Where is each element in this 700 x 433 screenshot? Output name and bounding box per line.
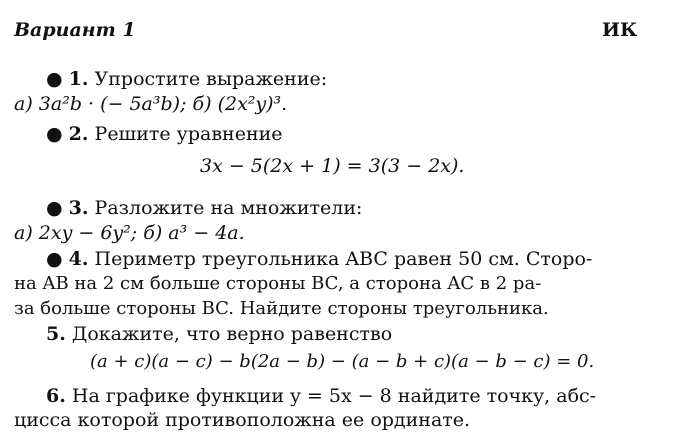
bullet-icon: ● <box>46 123 63 145</box>
bullet-icon: ● <box>46 197 63 219</box>
task-number: 2. <box>68 123 89 145</box>
task-number: 5. <box>46 323 66 345</box>
task-1-part-a: а) 3a²b · (− 5a³b); <box>14 93 187 115</box>
variant-title: Вариант 1 <box>14 19 136 41</box>
task-number: 3. <box>68 197 89 219</box>
task-3-heading <box>46 196 362 220</box>
task-2-equation: 3x − 5(2x + 1) = 3(3 − 2x). <box>200 155 465 177</box>
task-text: Периметр треугольника ABC равен 50 см. Сторо- <box>94 248 593 270</box>
task-text: Разложите на множители: <box>94 197 363 219</box>
task-3-part-a: а) 2xy − 6y²; <box>14 222 138 244</box>
task-1-part-b: б) (2x²y)³. <box>192 93 288 115</box>
task-6-line-1 <box>46 384 596 408</box>
bullet-icon: ● <box>46 68 63 90</box>
task-number: 6. <box>46 385 66 407</box>
task-3-parts <box>14 221 245 245</box>
task-1-parts <box>14 92 287 116</box>
task-4-line-1 <box>46 247 592 271</box>
task-4-line-2: на AB на 2 см больше стороны BC, а сторона AC в 2 ра- <box>14 273 542 294</box>
task-4-line-3: за больше стороны BC. Найдите стороны треугольника. <box>14 298 549 319</box>
variant-code: ИК <box>602 19 638 41</box>
task-text: На графике функции y = 5x − 8 найдите точку, абс- <box>71 385 597 407</box>
task-3-part-b: б) a³ − 4a. <box>143 222 245 244</box>
task-number: 4. <box>68 248 89 270</box>
task-5-equation: (a + c)(a − c) − b(2a − b) − (a − b + c)(a − b − c) = 0. <box>90 351 595 372</box>
task-number: 1. <box>68 68 89 90</box>
task-5-heading <box>46 322 392 346</box>
task-1-heading <box>46 67 327 91</box>
task-text: Упростите выражение: <box>94 68 328 90</box>
bullet-icon: ● <box>46 248 63 270</box>
task-6-line-2: цисса которой противоположна ее ординате. <box>14 409 471 431</box>
task-2-heading <box>46 122 283 146</box>
task-text: Докажите, что верно равенство <box>71 323 393 345</box>
task-text: Решите уравнение <box>94 123 283 145</box>
